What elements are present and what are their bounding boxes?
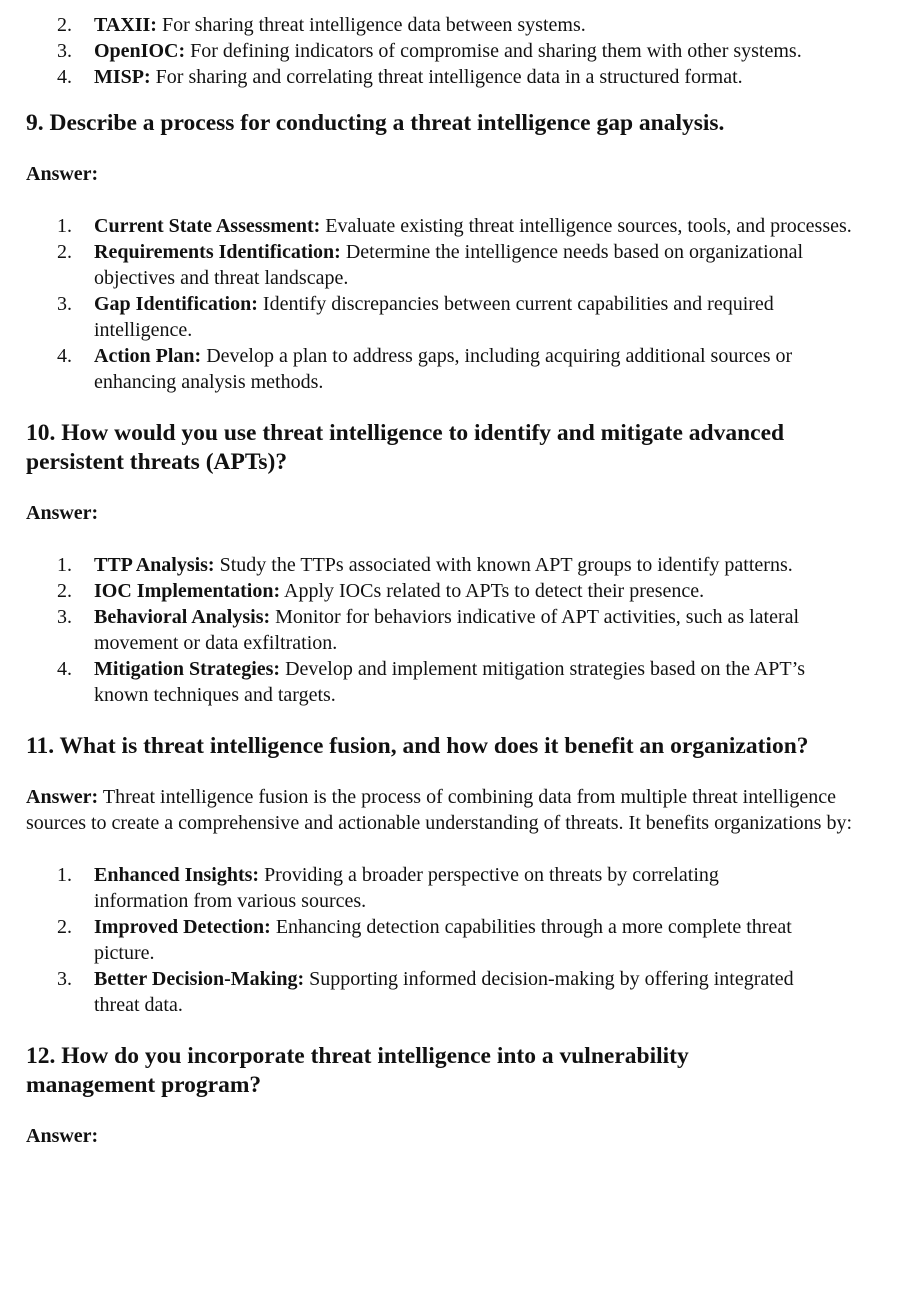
list-item: 2. Improved Detection: Enhancing detection capabilities through a more complete threat picture. [57, 916, 792, 964]
list-item: 1. Current State Assessment: Evaluate existing threat intelligence sources, tools, and processes. [57, 215, 852, 237]
list-item: 1. Enhanced Insights: Providing a broader perspective on threats by correlating information from various sources. [57, 864, 719, 912]
answer-label: Answer: [26, 163, 99, 185]
question-heading: 10. How would you use threat intelligence to identify and mitigate advanced persistent threats (APTs)? [26, 420, 785, 475]
answer-paragraph: Answer: Threat intelligence fusion is the process of combining data from multiple threat intelligence sources to create a comprehensive and actionable understanding of threats. It benefits organizations by: [26, 786, 853, 834]
question-heading: 11. What is threat intelligence fusion, and how does it benefit an organization? [26, 733, 809, 759]
answer-list [26, 213, 904, 395]
list-item: 1. TTP Analysis: Study the TTPs associated with known APT groups to identify patterns. [57, 554, 793, 576]
question-heading: 9. Describe a process for conducting a threat intelligence gap analysis. [26, 110, 725, 136]
list-item: 3. OpenIOC: For defining indicators of compromise and sharing them with other systems. [57, 40, 802, 62]
list-item: 3. Behavioral Analysis: Monitor for behaviors indicative of APT activities, such as lateral movement or data exfiltration. [57, 606, 800, 654]
list-item: 3. Better Decision-Making: Supporting informed decision-making by offering integrated threat data. [57, 968, 794, 1016]
question-heading: 12. How do you incorporate threat intelligence into a vulnerability management program? [26, 1043, 689, 1098]
answer-list [26, 862, 904, 1018]
list-item: 3. Gap Identification: Identify discrepancies between current capabilities and required intelligence. [57, 293, 774, 341]
list-item: 4. MISP: For sharing and correlating threat intelligence data in a structured format. [57, 66, 743, 88]
list-item: 2. TAXII: For sharing threat intelligence data between systems. [57, 14, 586, 36]
protocol-list [26, 12, 904, 90]
list-item: 4. Mitigation Strategies: Develop and implement mitigation strategies based on the APT’s known techniques and targets. [57, 658, 805, 706]
answer-label: Answer: [26, 1125, 99, 1147]
answer-list [26, 552, 904, 708]
answer-label: Answer: [26, 502, 99, 524]
list-item: 4. Action Plan: Develop a plan to address gaps, including acquiring additional sources or enhancing analysis methods. [57, 345, 793, 393]
list-item: 2. IOC Implementation: Apply IOCs related to APTs to detect their presence. [57, 580, 705, 602]
list-item: 2. Requirements Identification: Determine the intelligence needs based on organizational objectives and threat landscape. [57, 241, 804, 289]
